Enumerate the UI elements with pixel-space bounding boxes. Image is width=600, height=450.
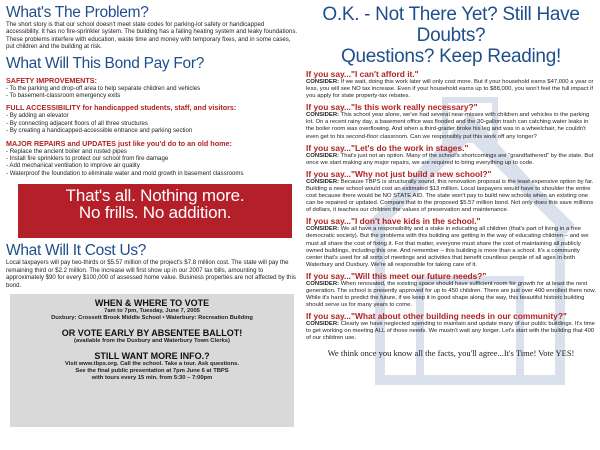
objection-heading: If you say..."Is this work really necessary?" [306,102,478,113]
more-info-line: with tours every 15 min. from 5:30 – 7:00pm [91,374,213,381]
qa-item [306,169,596,214]
list-item: - To basement-classroom emergency exits [6,92,121,100]
left-column [6,4,298,427]
consider-text: CONSIDER: We all have a responsibility and a stake in educating all children (that's part of living in a free democratic society). But the problems with this building are getting in the way of educating children – and we must all share the cost of fixing it. For that matter, everyone must share the cost of maintaining all publicly owned buildings, including this one. And remember – this building is more than a school. It's a community center that's used for all sorts of meetings and activities that benefit countless people of all ages in both Waterbury and Duxbury. We're all responsible for taking care of it. [306,226,589,268]
right-column [306,4,596,358]
list-item: - Waterproof the foundation to eliminate water and mold growth in basement classrooms [6,169,244,177]
safety-list [6,85,298,100]
absentee-heading: OR VOTE EARLY BY ABSENTEE BALLOT! [61,327,243,338]
consider-label: CONSIDER: [306,226,340,233]
accessibility-list [6,112,298,134]
list-item: - Install fire sprinklers to protect our school from fire damage [6,155,169,163]
doubts-title [306,4,596,67]
consider-label: CONSIDER: [306,321,340,328]
objection-heading: If you say..."Let's do the work in stages." [306,142,469,153]
cost-title: What Will It Cost Us? [6,242,147,260]
list-item: - Add mechanical ventilation to improve air quality [6,162,140,170]
consider-label: CONSIDER: [306,112,340,119]
qa-item [306,102,596,140]
vote-info-box [10,294,294,427]
qa-item [306,271,596,309]
objection-heading: If you say..."Will this meet our future needs?" [306,270,487,281]
objection-heading: If you say..."Why not just build a new school?" [306,168,492,179]
repairs-list [6,148,298,178]
title-line: Questions? Keep Reading! [341,46,561,67]
closing-statement: We think once you know all the facts, you'll agree...It's Time! Vote YES! [327,347,575,358]
objection-heading: If you say..."I can't afford it." [306,69,419,79]
qa-item [306,143,596,167]
problem-text: The short story is that our school doesn't meet state codes for parking-lot safety or handicapped accessibility. It has no fire-sprinkler system. The building has a failing heating system and leaky foundations. These problems interfere with education, waste time and money with temporary fixes, and in some cases, put children and the building at risk. [6,21,298,51]
cost-text: Local taxpayers will pay two-thirds or $5.57 million of the project's $7.8 million cost. The state will pay the remaining third or $2.2 million. The increase will first show up in our 2007 tax bills, amounting to approximately $90 for every $100,000 of assessed home value. Business properties are not affected by this bond. [6,259,296,289]
qa-item [306,69,596,100]
objection-heading: If you say..."I don't have kids in the school." [306,216,481,227]
banner-line: That's all. Nothing more. [65,186,245,206]
title-line: O.K. - Not There Yet? Still Have Doubts? [322,4,580,46]
consider-text: CONSIDER: When renovated, the existing space should have sufficient room for growth for at least the next generation. The school is presently approved for up to 450 children. There are just over 400 enrolled there now. While it's hard to predict the future, if we keep it in good shape along the way, this beautiful historic building should serve us for many years to come. [306,280,596,309]
consider-label: CONSIDER: [306,152,340,159]
list-item: - By adding an elevator [6,112,69,120]
more-info-line: Visit www.tbps.org. Call the school. Take a tour. Ask questions. [65,360,239,367]
list-item: - By connecting adjacent floors of all three structures [6,119,148,127]
problem-title: What's The Problem? [6,4,149,21]
consider-text: CONSIDER: Because TBPS is structurally sound, this renovation proposal is the least expensive option by far. Building a new school would cost an estimated $13 million. Local taxpayers would have to shoulder the entire cost because there would be NO STATE AID. The state won't pay to build new schools when an existing one can be repaired or updated. Compare that to the proposed $5.57 million bond. Not only does this save millions of dollars, it teaches our children the values of preservation and maintenance. [306,178,594,214]
qa-item [306,216,596,269]
more-info-line: See the final public presentation at 7pm June 6 at TBPS [75,367,229,374]
objection-heading: If you say..."What about other building needs in our community?" [306,311,567,322]
consider-text: CONSIDER: This school year alone, we've had several near-misses with children and vehicles in the parking lot. On a recent rainy day, a basement office was flooded and the 30-gallon trash can catching water leaks in the boiler room was overflowing. And when a third-grader broke his leg and was in a wheelchair, he couldn't even get to his second-floor classroom. Can we responsibly put this work off any longer? [306,112,590,140]
vote-time: 7am to 7pm, Tuesday, June 7, 2005 [104,307,200,314]
consider-text: CONSIDER: That's just not an option. Many of the school's shortcomings are "grandfathered" by the state. But once we start making any major repairs, we are required to bring everything up to code. [306,152,594,166]
consider-label: CONSIDER: [306,79,340,85]
no-frills-banner [18,184,292,238]
absentee-note: (available from the Duxbury and Waterbury Town Clerks) [74,337,230,344]
consider-text: CONSIDER: Clearly we have neglected spending to maintain and update many of our public buildings. It's time to get working on meeting ALL of those needs. We mustn't wait any longer. Let's start with the building that 400 of our children use. [306,321,595,342]
banner-line: No frills. No addition. [78,203,232,223]
consider-label: CONSIDER: [306,280,340,287]
more-info-heading: STILL WANT MORE INFO.? [94,350,210,361]
consider-label: CONSIDER: [306,178,340,185]
list-item: - To the parking and drop-off area to help separate children and vehicles [6,84,201,92]
safety-heading: SAFETY IMPROVEMENTS: [6,75,97,85]
list-item: - By creating a handicapped-accessible entrance and parking section [6,127,193,135]
accessibility-heading: FULL ACCESSIBILITY for handicapped students, staff, and visitors: [6,103,237,113]
consider-text: CONSIDER: If we wait, doing this work later will only cost more. But if your household earns $47,000 a year or less, you will see NO tax increase. Even if your household earns up to $88,000, you won't feel the full impact if you apply for state property-tax rebates. [306,79,594,100]
repairs-heading: MAJOR REPAIRS and UPDATES just like you'd do to an old home: [6,138,232,148]
vote-locations: Duxbury: Crossett Brook Middle School • Waterbury: Recreation Building [51,314,253,321]
list-item: - Replace the ancient boiler and rusted pipes [6,147,127,155]
qa-item [306,311,596,342]
bond-pay-title: What Will This Bond Pay For? [6,54,205,72]
vote-heading: WHEN & WHERE TO VOTE [94,297,210,308]
